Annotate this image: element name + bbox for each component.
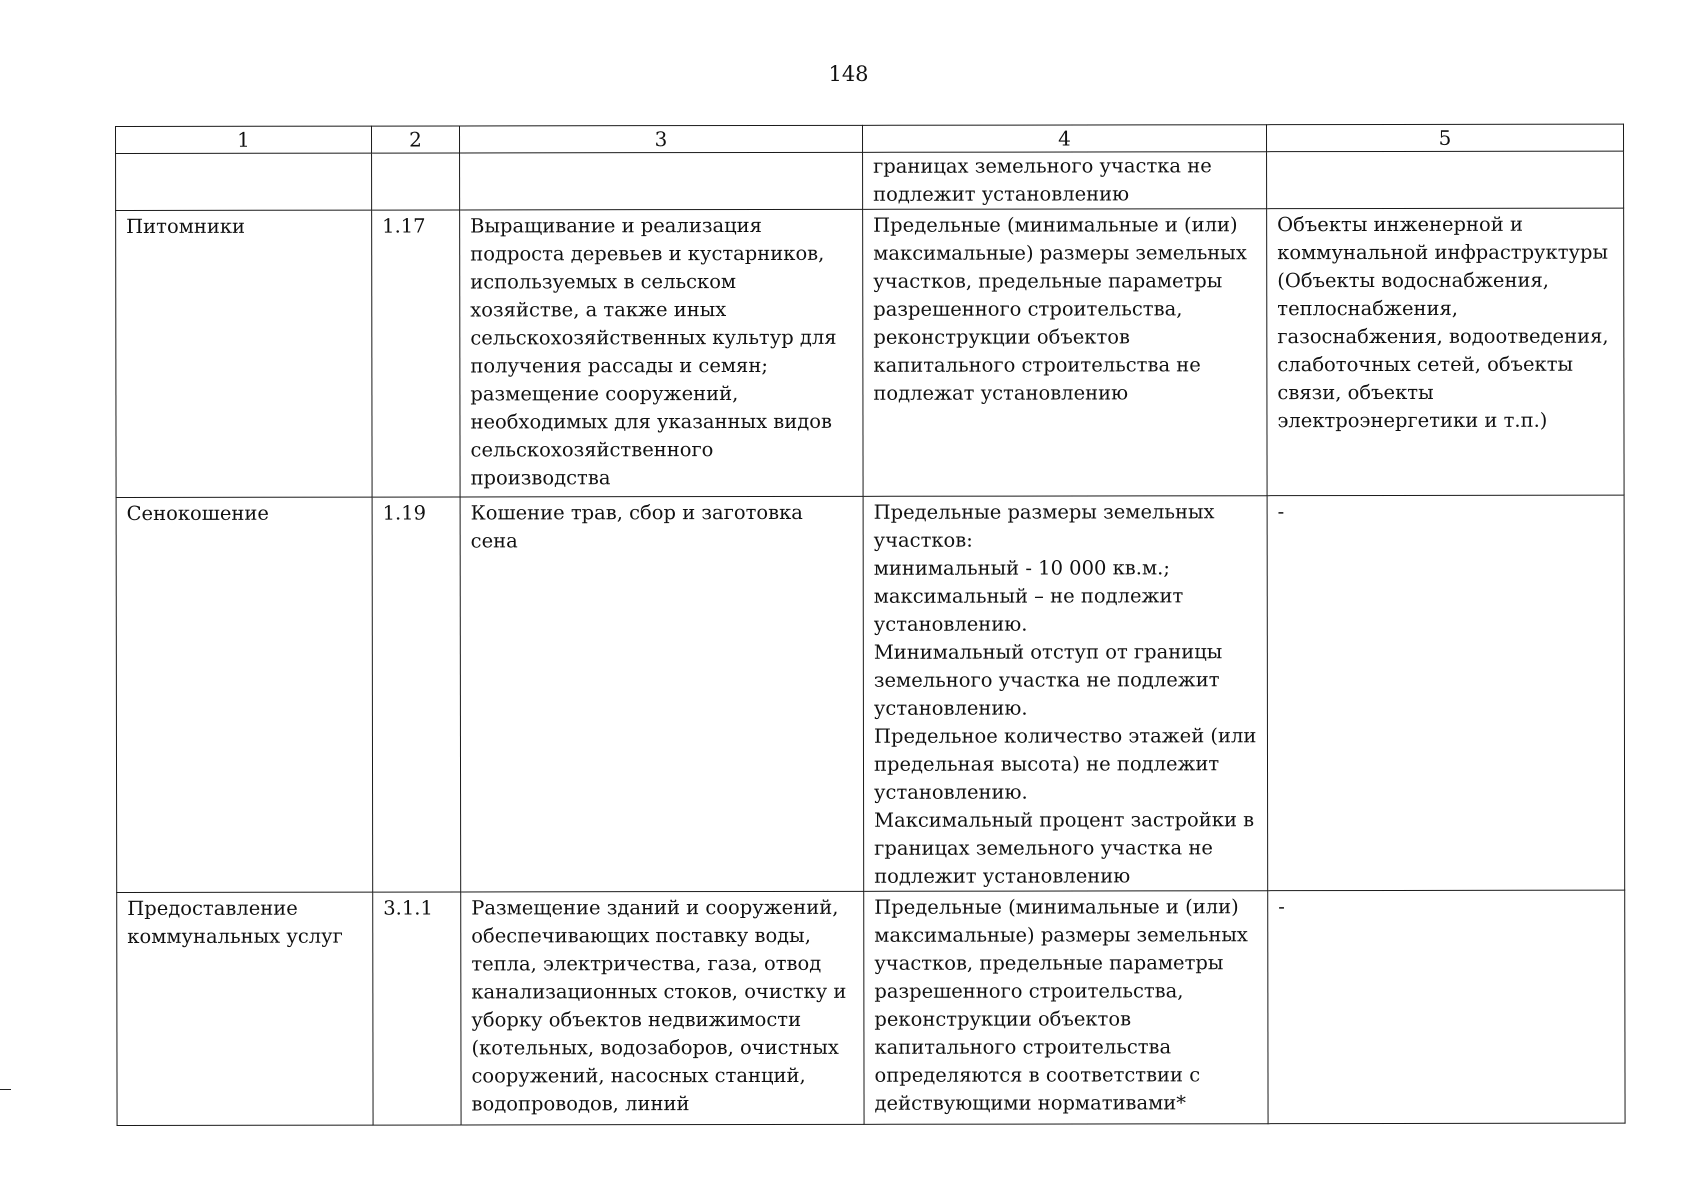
zoning-regulations-table — [115, 124, 1626, 1126]
parameters-cell: границах земельного участка не подлежит установлению — [863, 152, 1267, 210]
column-header-3: 3 — [460, 125, 863, 153]
use-description-cell: Выращивание и реализация подроста деревьев и кустарников, используемых в сельском хозяйстве, а также иных сельскохозяйственных культур для получения рассады и семян; размещение сооружений, необходимых для указанных видов сельскохозяйственного производства — [460, 209, 863, 497]
parameters-cell: Предельные (минимальные и (или) максимальные) размеры земельных участков, предельные параметры разрешенного строительства, реконструкции объектов капитального строительства определяются в соответствии с действующими нормативами* — [864, 891, 1268, 1125]
column-header-4: 4 — [862, 125, 1266, 153]
use-code-cell: 1.17 — [372, 210, 460, 497]
table-row-utility-services — [117, 890, 1625, 1125]
use-name-cell: Предоставление коммунальных услуг — [117, 892, 373, 1125]
use-description-cell: Размещение зданий и сооружений, обеспечивающих поставку воды, тепла, электричества, газа, отвод канализационных стоков, очистку и уборку объектов недвижимости (котельных, водозаборов, очистных сооружений, насосных станций, водопроводов, линий — [461, 891, 864, 1125]
table-row-nurseries — [116, 208, 1624, 497]
use-description-cell: Кошение трав, сбор и заготовка сена — [460, 496, 864, 892]
parameters-cell: Предельные размеры земельных участков: минимальный - 10 000 кв.м.; максимальный – не подлежит установлению. Минимальный отступ от границы земельного участка не подлежит установлению. Предельное количество этажей (или предельная высота) не подлежит установлению. Максимальный процент застройки в границах земельного участка не подлежит установлению — [863, 496, 1268, 892]
permitted-objects-cell: - — [1267, 495, 1625, 891]
margin-mark — [0, 1089, 11, 1090]
column-number-header-row — [116, 124, 1624, 153]
column-header-1: 1 — [116, 126, 372, 153]
table-row-haymaking — [116, 495, 1625, 892]
page-number: 148 — [828, 62, 869, 86]
use-description-cell — [460, 152, 863, 210]
use-code-cell: 1.19 — [372, 497, 461, 892]
permitted-objects-cell — [1267, 151, 1624, 209]
use-name-cell: Сенокошение — [116, 497, 373, 892]
permitted-objects-cell: - — [1268, 890, 1625, 1124]
use-code-cell — [372, 153, 460, 210]
use-name-cell — [116, 153, 372, 210]
table-row-continuation — [116, 151, 1624, 210]
column-header-5: 5 — [1266, 124, 1623, 152]
use-code-cell: 3.1.1 — [373, 892, 461, 1125]
use-name-cell: Питомники — [116, 210, 372, 497]
parameters-cell: Предельные (минимальные и (или) максимальные) размеры земельных участков, предельные параметры разрешенного строительства, реконструкции объектов капитального строительства не подлежат установлению — [863, 209, 1267, 497]
permitted-objects-cell: Объекты инженерной и коммунальной инфраструктуры (Объекты водоснабжения, теплоснабжения, газоснабжения, водоотведения, слаботочных сетей, объекты связи, объекты электроэнергетики и т.п.) — [1267, 208, 1624, 496]
column-header-2: 2 — [372, 126, 460, 153]
